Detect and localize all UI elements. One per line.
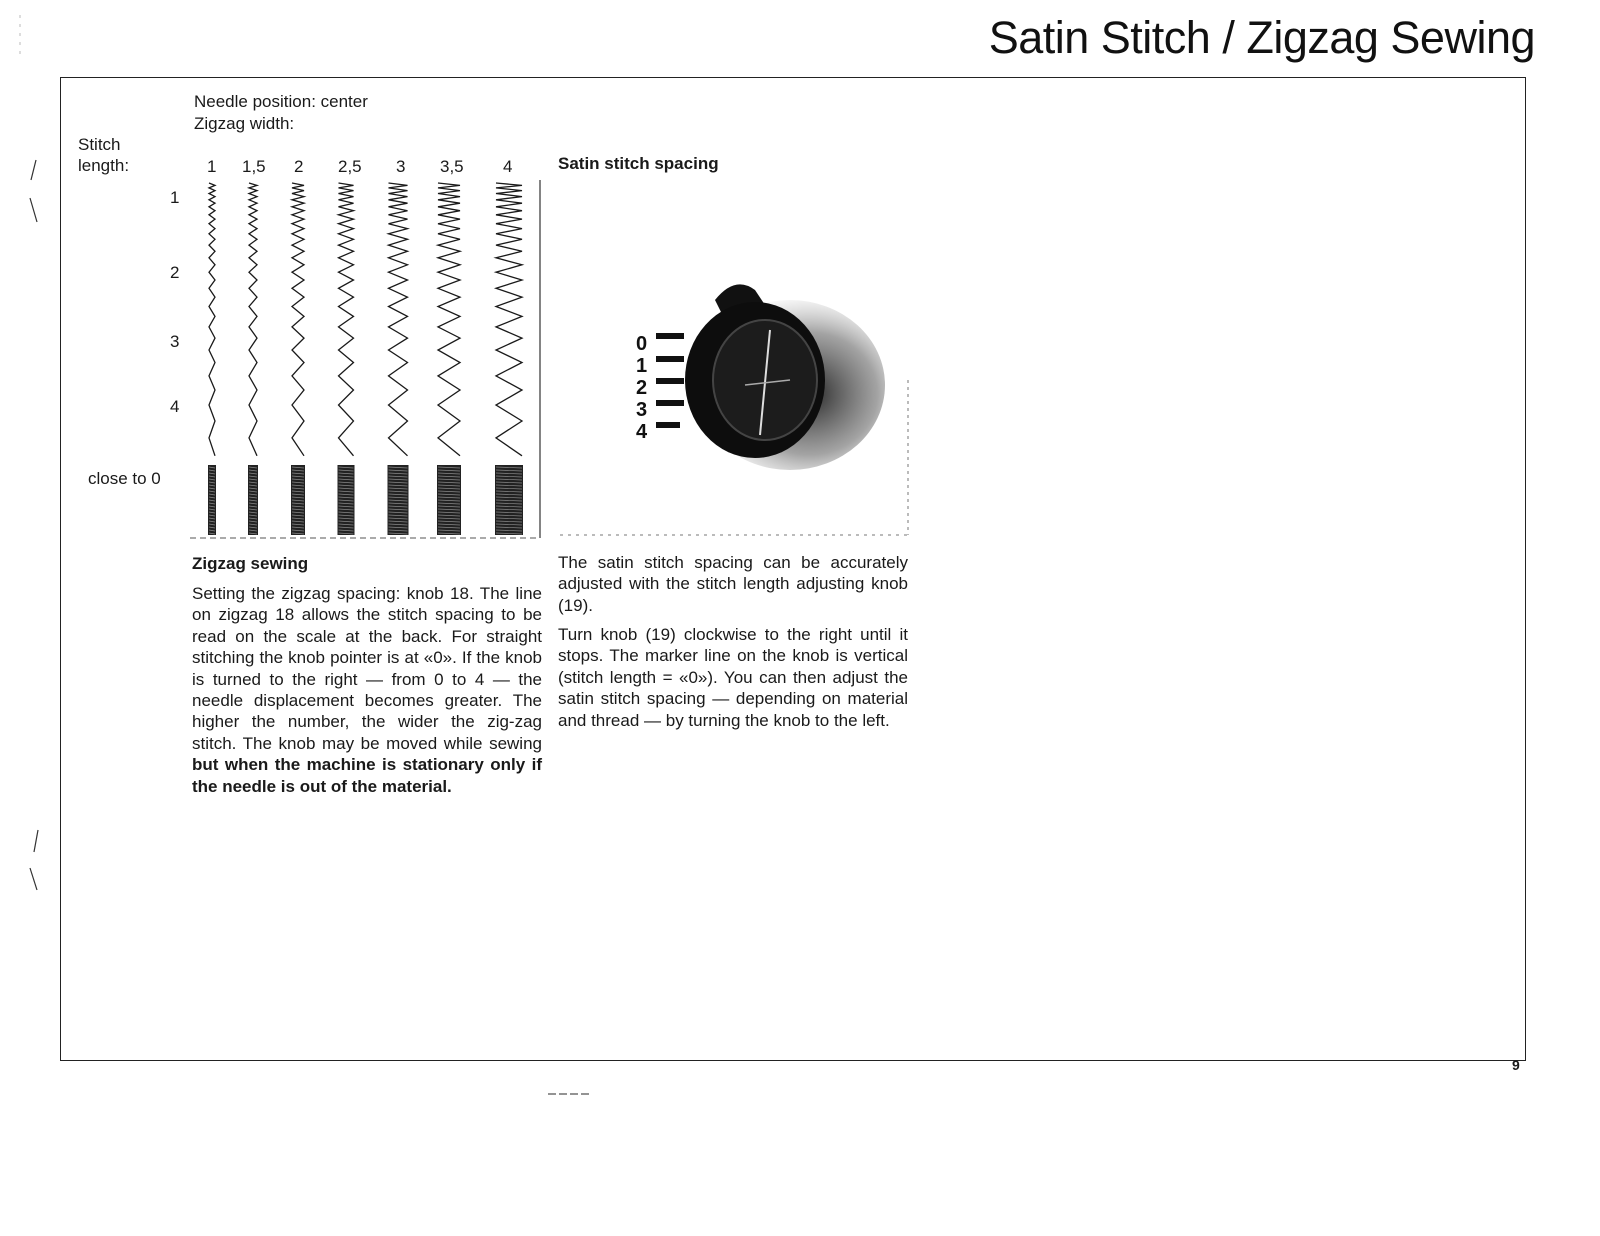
width-label: 4 (503, 157, 513, 176)
length-label: 1 (170, 188, 180, 207)
length-label: 2 (170, 263, 180, 282)
zigzag-body: Setting the zigzag spacing: knob 18. The line on zigzag 18 allows the stitch spacing to be read on the scale at the back. For straight stitching the knob pointer is at «0». If the knob is turned to the right — from 0 to 4 — the needle displacement becomes greater. The higher the number, the wider the zig-zag stitch. The knob may be moved while sewing (192, 584, 542, 753)
page-title: Satin Stitch / Zigzag Sewing (988, 12, 1535, 63)
page-number: 9 (1512, 1057, 1520, 1073)
width-label: 2,5 (338, 157, 362, 176)
scale-label: 0 (636, 333, 648, 355)
satin-paragraph-1: The satin stitch spacing can be accurately adjusted with the stitch length adjusting knob (19). (558, 553, 908, 615)
close-to-zero-label: close to 0 (88, 469, 161, 488)
stitch-length-label-line2: length: (78, 156, 130, 175)
needle-position-label: Needle position: center (194, 92, 368, 111)
width-label: 1 (207, 157, 217, 176)
satin-paragraph-2: Turn knob (19) clockwise to the right until it stops. The marker line on the knob is vertical (stitch length = «0»). You can then adjust the satin stitch spacing — depending on material and thread — by turning the knob to the left. (558, 625, 908, 730)
zigzag-body-warning: but when the machine is stationary only if the needle is out of the material. (192, 755, 542, 796)
width-label: 3 (396, 157, 406, 176)
stitch-length-label-line1: Stitch (78, 135, 121, 154)
length-label: 4 (170, 397, 180, 416)
scale-label: 2 (636, 377, 648, 399)
satin-spacing-title: Satin stitch spacing (558, 154, 719, 173)
scale-label: 3 (636, 399, 648, 421)
zigzag-width-label: Zigzag width: (194, 114, 295, 133)
width-label: 1,5 (242, 157, 266, 176)
zigzag-heading: Zigzag sewing (192, 554, 309, 573)
scale-label: 1 (636, 355, 648, 377)
width-label: 2 (294, 157, 304, 176)
scale-label: 4 (636, 421, 648, 443)
width-label: 3,5 (440, 157, 464, 176)
length-label: 3 (170, 332, 180, 351)
